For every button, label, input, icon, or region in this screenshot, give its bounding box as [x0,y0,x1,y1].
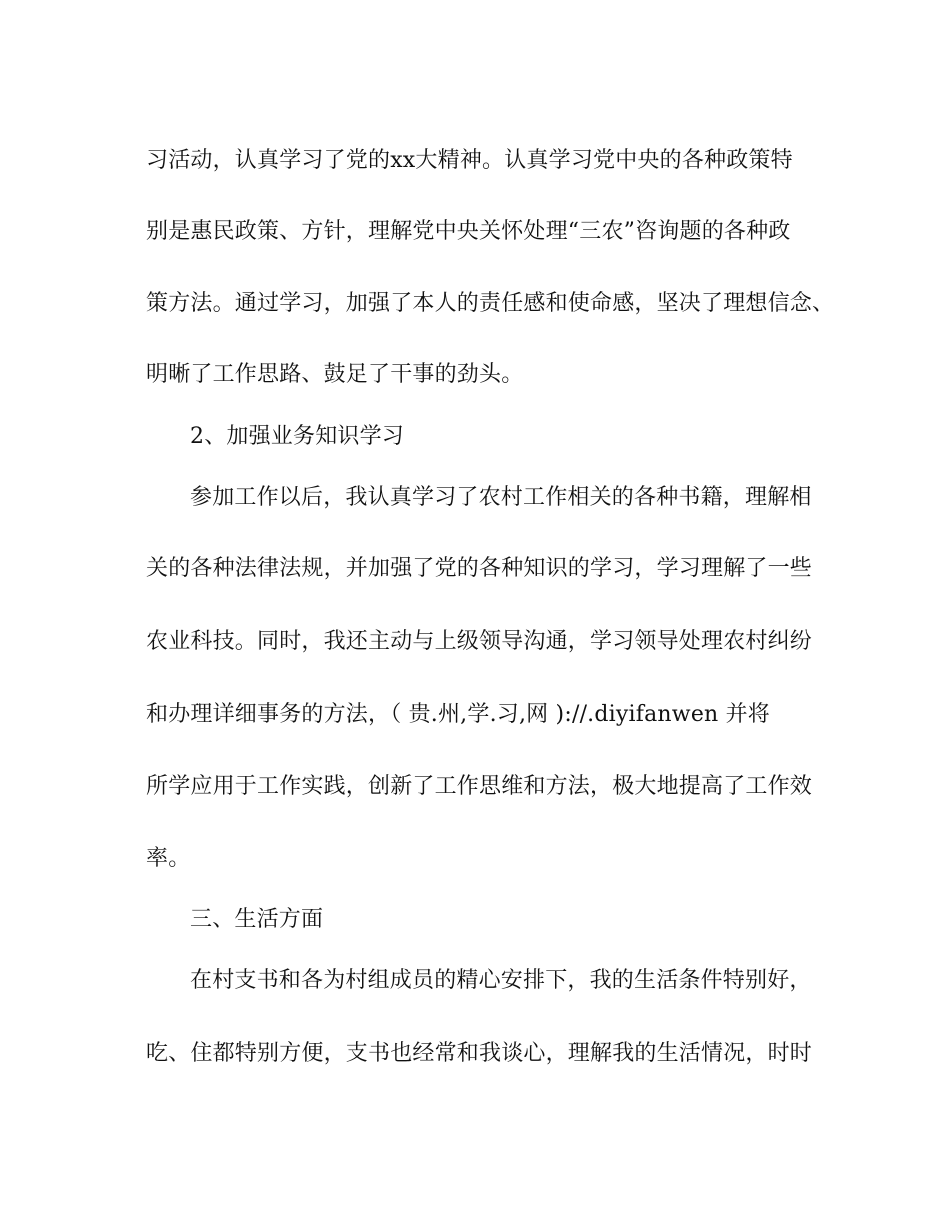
paragraph-line: 率。 [146,846,191,871]
paragraph-line: 参加工作以后，我认真学习了农村工作相关的各种书籍，理解相 [190,485,812,510]
paragraph-line: 在村支书和各为村组成员的精心安排下，我的生活条件特别好， [190,968,812,993]
paragraph-line: 明晰了工作思路、鼓足了干事的劲头。 [146,362,524,387]
paragraph-line: 习活动，认真学习了党的xx大精神。认真学习党中央的各种政策特 [146,148,793,173]
section-heading: 2、加强业务知识学习 [190,424,404,449]
paragraph-line: 和办理详细事务的方法，（ 贵.州,学.习,网 )://.diyifanwen 并将 [146,702,770,727]
section-heading: 三、生活方面 [190,907,324,932]
paragraph-line: 别是惠民政策、方针，理解党中央关怀处理“三农”咨询题的各种政 [146,219,791,244]
paragraph-line: 吃、住都特别方便，支书也经常和我谈心，理解我的生活情况，时时 [146,1041,813,1066]
paragraph-line: 农业科技。同时，我还主动与上级领导沟通，学习领导处理农村纠纷 [146,629,813,654]
paragraph-line: 策方法。通过学习，加强了本人的责任感和使命感，坚决了理想信念、 [146,291,835,316]
paragraph-line: 所学应用于工作实践，创新了工作思维和方法，极大地提高了工作效 [146,774,813,799]
paragraph-line: 关的各种法律法规，并加强了党的各种知识的学习，学习理解了一些 [146,556,813,581]
